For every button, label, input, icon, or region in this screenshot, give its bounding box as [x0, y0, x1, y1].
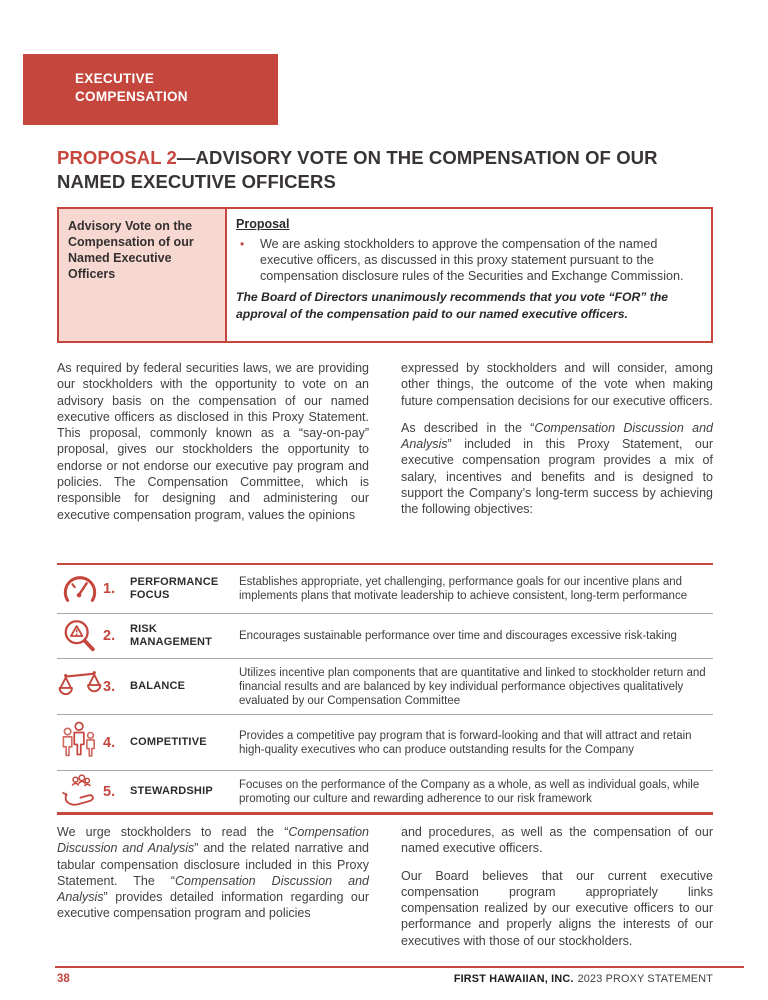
gauge-icon [57, 569, 103, 609]
page-title-proposal-number: PROPOSAL 2 [57, 147, 177, 168]
scales-icon [57, 666, 103, 708]
closing-paragraph: Our Board believes that our current executive compensation program appropriately links compensation realized by our executive officers to our performance and properly aligns the interests of our executives with those of our stockholders. [401, 868, 713, 948]
objective-description: Encourages sustainable performance over time and discourages excessive risk-taking [239, 630, 677, 642]
closing-paragraph: and procedures, as well as the compensation of our named executive officers. [401, 825, 713, 856]
objective-label: STEWARDSHIP [130, 784, 213, 797]
closing-left-column [57, 824, 369, 949]
magnifier-warning-icon [57, 614, 103, 658]
intro-paragraph: As required by federal securities laws, we are providing our stockholders with the opportunity to vote on an advisory basis on the compensation of our named executive officers as disclosed in this Proxy Statement. This proposal, commonly known as a “say-on-pay” proposal, gives our stockholders the opportunity to endorse or not endorse our executive pay program and policies. The Compensation Committee, which is responsible for designing and administering our executive compensation program, values the opinions [57, 361, 369, 522]
page-title [57, 146, 719, 193]
page-title-rest: —ADVISORY VOTE ON THE COMPENSATION OF OUR NAMED EXECUTIVE OFFICERS [57, 147, 658, 192]
objective-description: Provides a competitive pay program that is forward-looking and that will attract and retain high-quality executives who can produce outstanding results for the Company [239, 729, 692, 756]
objective-description: Establishes appropriate, yet challenging, performance goals for our incentive plans and implements plans that motivate leadership to achieve consistent, long-term performance [239, 576, 688, 602]
proposal-summary-body [227, 209, 711, 341]
intro-paragraph: expressed by stockholders and will consider, among other things, the outcome of the vote when making future compensation decisions for our executive officers. [401, 361, 713, 408]
hand-holding-people-icon [57, 771, 103, 812]
board-recommendation-text: The Board of Directors unanimously recommends that you vote “FOR” the approval of the compensation paid to our named executive officers. [236, 290, 669, 321]
intro-right-column [401, 360, 713, 523]
footer-document-title [454, 973, 713, 985]
objective-row-competitive [57, 714, 713, 770]
section-banner [23, 54, 278, 125]
footer-document-name: 2023 PROXY STATEMENT [577, 973, 713, 985]
objective-row-stewardship [57, 770, 713, 812]
section-banner-line1: EXECUTIVE [75, 71, 155, 86]
proposal-heading: Proposal [236, 217, 290, 231]
objective-description: Utilizes incentive plan components that are quantitative and linked to stockholder return and financial results and are balanced by key individual performance objectives qualitatively evaluated by our Compensation Committee [239, 666, 706, 707]
objective-row-balance [57, 658, 713, 714]
page-number: 38 [57, 973, 70, 985]
objective-row-performance-focus [57, 565, 713, 613]
objective-label: COMPETITIVE [130, 735, 207, 748]
objective-number: 1. [103, 581, 116, 597]
intro-paragraph: As described in the “Compensation Discussion and Analysis” included in this Proxy Statement, our executive compensation program provides a mix of salary, incentives and benefits and is designed to support the Company’s long-term success by achieving the following objectives: [401, 420, 713, 517]
page-footer [57, 973, 713, 985]
objective-description: Focuses on the performance of the Company as a whole, as well as individual goals, while promoting our culture and rewarding adherence to our risk framework [239, 778, 700, 805]
bullet-icon: • [240, 237, 245, 251]
objective-number: 2. [103, 628, 116, 644]
objective-label: BALANCE [130, 679, 186, 692]
proposal-summary-sidebar: Advisory Vote on the Compensation of our Named Executive Officers [59, 209, 227, 341]
people-group-icon [57, 718, 103, 768]
objective-label: RISK MANAGEMENT [130, 622, 213, 648]
intro-columns [57, 360, 713, 523]
proposal-summary-box [57, 207, 713, 343]
objective-row-risk-management [57, 613, 713, 658]
footer-company-name: FIRST HAWAIIAN, INC. [453, 973, 574, 985]
objective-number: 3. [103, 678, 116, 695]
closing-paragraph: We urge stockholders to read the “Compensation Discussion and Analysis” and the related narrative and tabular compensation disclosure included in this Proxy Statement. The “Compensation Discussion and Analysis” provides detailed information regarding our executive compensation program and policies [57, 825, 370, 921]
objective-number: 5. [103, 783, 116, 800]
section-banner-line2: COMPENSATION [75, 89, 188, 104]
intro-left-column [57, 360, 369, 523]
objective-number: 4. [103, 734, 116, 751]
proposal-bullet-text: We are asking stockholders to approve the compensation of the named executive officers, as discussed in this proxy statement pursuant to the compensation disclosure rules of the Securities and Exchange Commission. [260, 237, 684, 283]
footer-divider [55, 966, 744, 968]
closing-right-column [401, 824, 713, 949]
closing-columns [57, 824, 713, 949]
proposal-bullet-item [236, 237, 701, 284]
objective-label: PERFORMANCE FOCUS [130, 575, 219, 601]
compensation-objectives-list [57, 563, 713, 815]
